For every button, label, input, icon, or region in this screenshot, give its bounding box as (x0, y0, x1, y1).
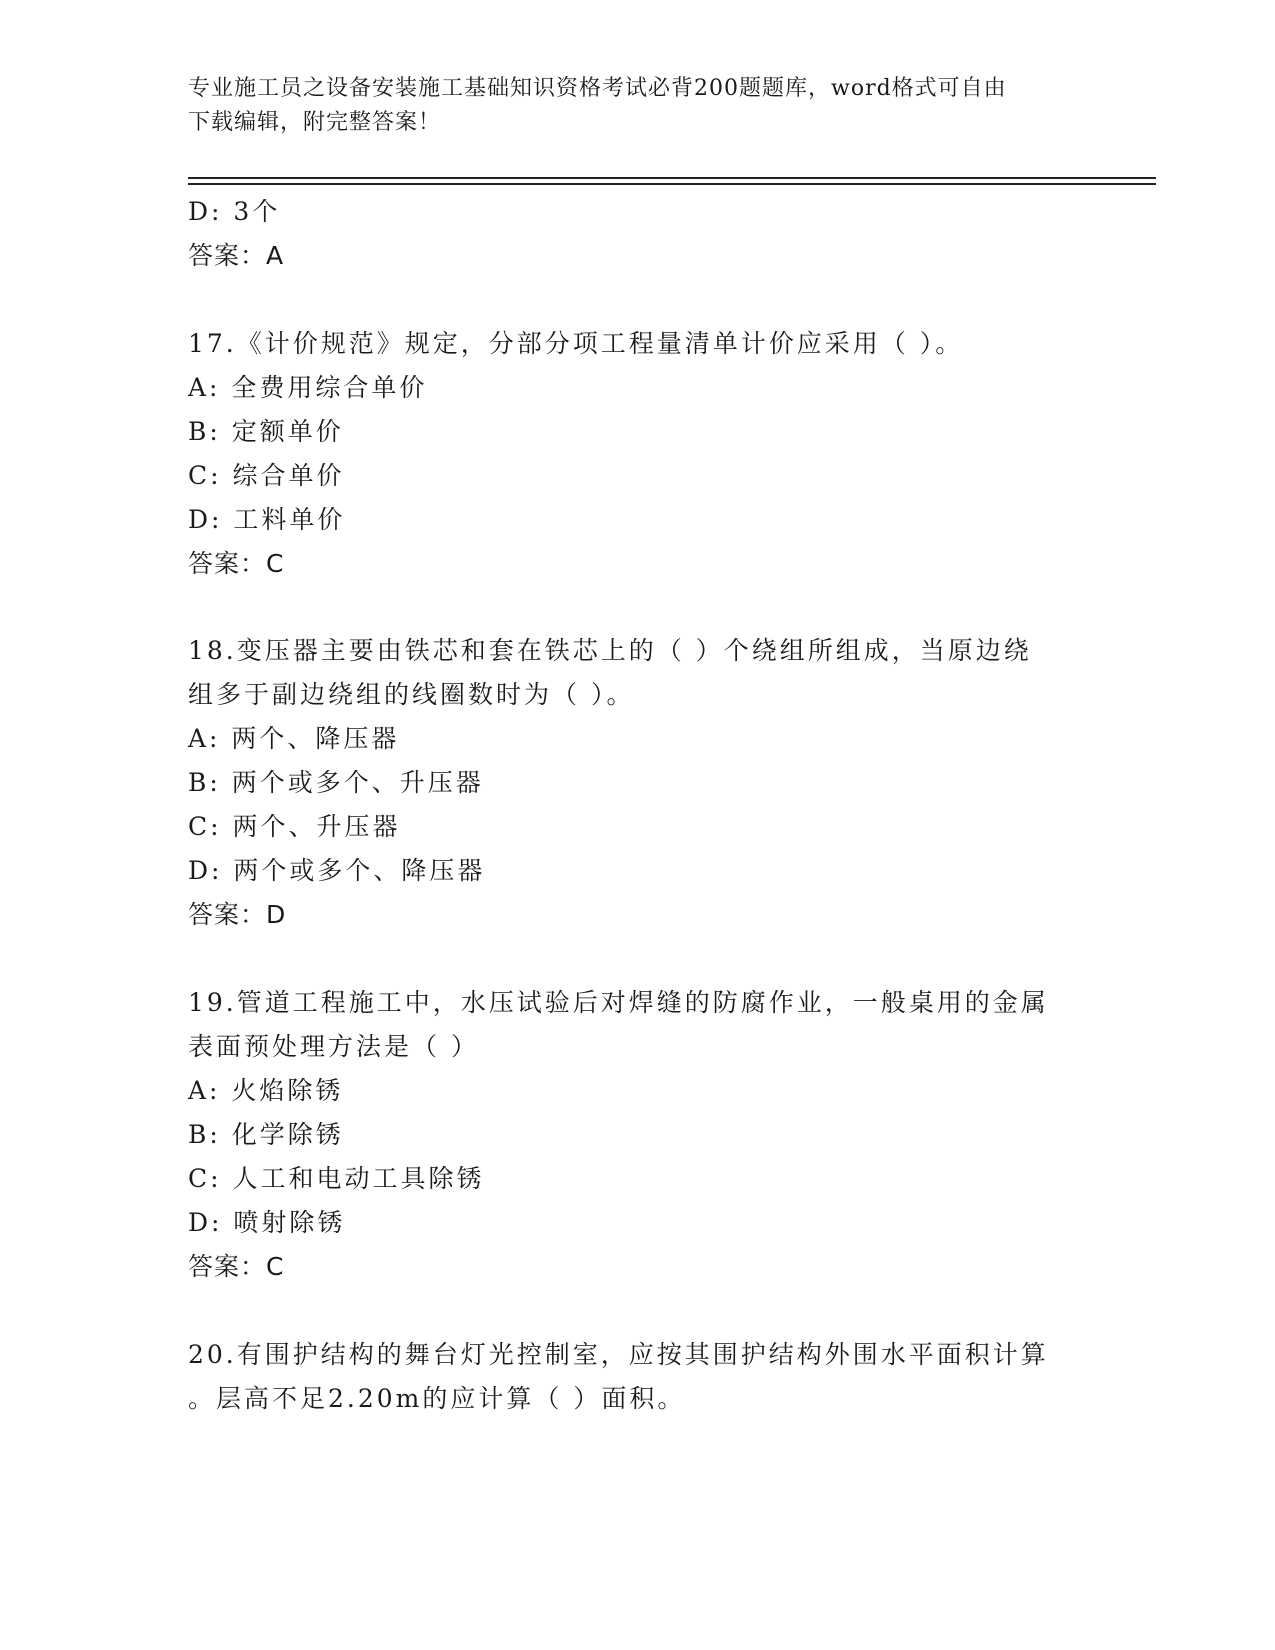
q19-option-b: B: 化学除锈 (188, 1120, 344, 1149)
q17-option-c: C: 综合单价 (188, 461, 345, 490)
header-line-2: 下载编辑，附完整答案！ (188, 110, 442, 135)
q16-answer: 答案：A (188, 241, 285, 270)
q17-option-a: A: 全费用综合单价 (188, 373, 428, 402)
header-divider-bottom (188, 183, 1156, 185)
q19-option-d: D: 喷射除锈 (188, 1208, 346, 1237)
q20-stem-line-2: 。层高不足2.20m的应计算（ ）面积。 (188, 1384, 686, 1413)
q17-option-d: D: 工料单价 (188, 505, 346, 534)
header-divider-top (188, 177, 1156, 179)
q19-option-c: C: 人工和电动工具除锈 (188, 1164, 485, 1193)
q18-option-c: C: 两个、升压器 (188, 812, 401, 841)
q18-option-d: D: 两个或多个、降压器 (188, 856, 486, 885)
q18-option-a: A: 两个、降压器 (188, 724, 400, 753)
q19-stem-line-1: 19.管道工程施工中，水压试验后对焊缝的防腐作业，一般桌用的金属 (188, 988, 1049, 1017)
q19-option-a: A: 火焰除锈 (188, 1076, 344, 1105)
q19-answer: 答案：C (188, 1252, 285, 1281)
document-header (188, 72, 1088, 140)
q19-stem-line-2: 表面预处理方法是（ ） (188, 1032, 479, 1061)
q18-stem-line-2: 组多于副边绕组的线圈数时为（ ）。 (188, 680, 635, 709)
header-line-1: 专业施工员之设备安装施工基础知识资格考试必背200题题库，word格式可自由 (188, 76, 1007, 101)
q18-answer: 答案：D (188, 900, 287, 929)
q17-answer: 答案：C (188, 549, 285, 578)
q20-stem-line-1: 20.有围护结构的舞台灯光控制室，应按其围护结构外围水平面积计算 (188, 1340, 1049, 1369)
q17-option-b: B: 定额单价 (188, 417, 344, 446)
q18-stem-line-1: 18.变压器主要由铁芯和套在铁芯上的（ ）个绕组所组成，当原边绕 (188, 636, 1032, 665)
q17-stem: 17.《计价规范》规定，分部分项工程量清单计价应采用（ ）。 (188, 329, 964, 358)
q18-option-b: B: 两个或多个、升压器 (188, 768, 484, 797)
q16-option-d: D: 3个 (188, 197, 281, 226)
